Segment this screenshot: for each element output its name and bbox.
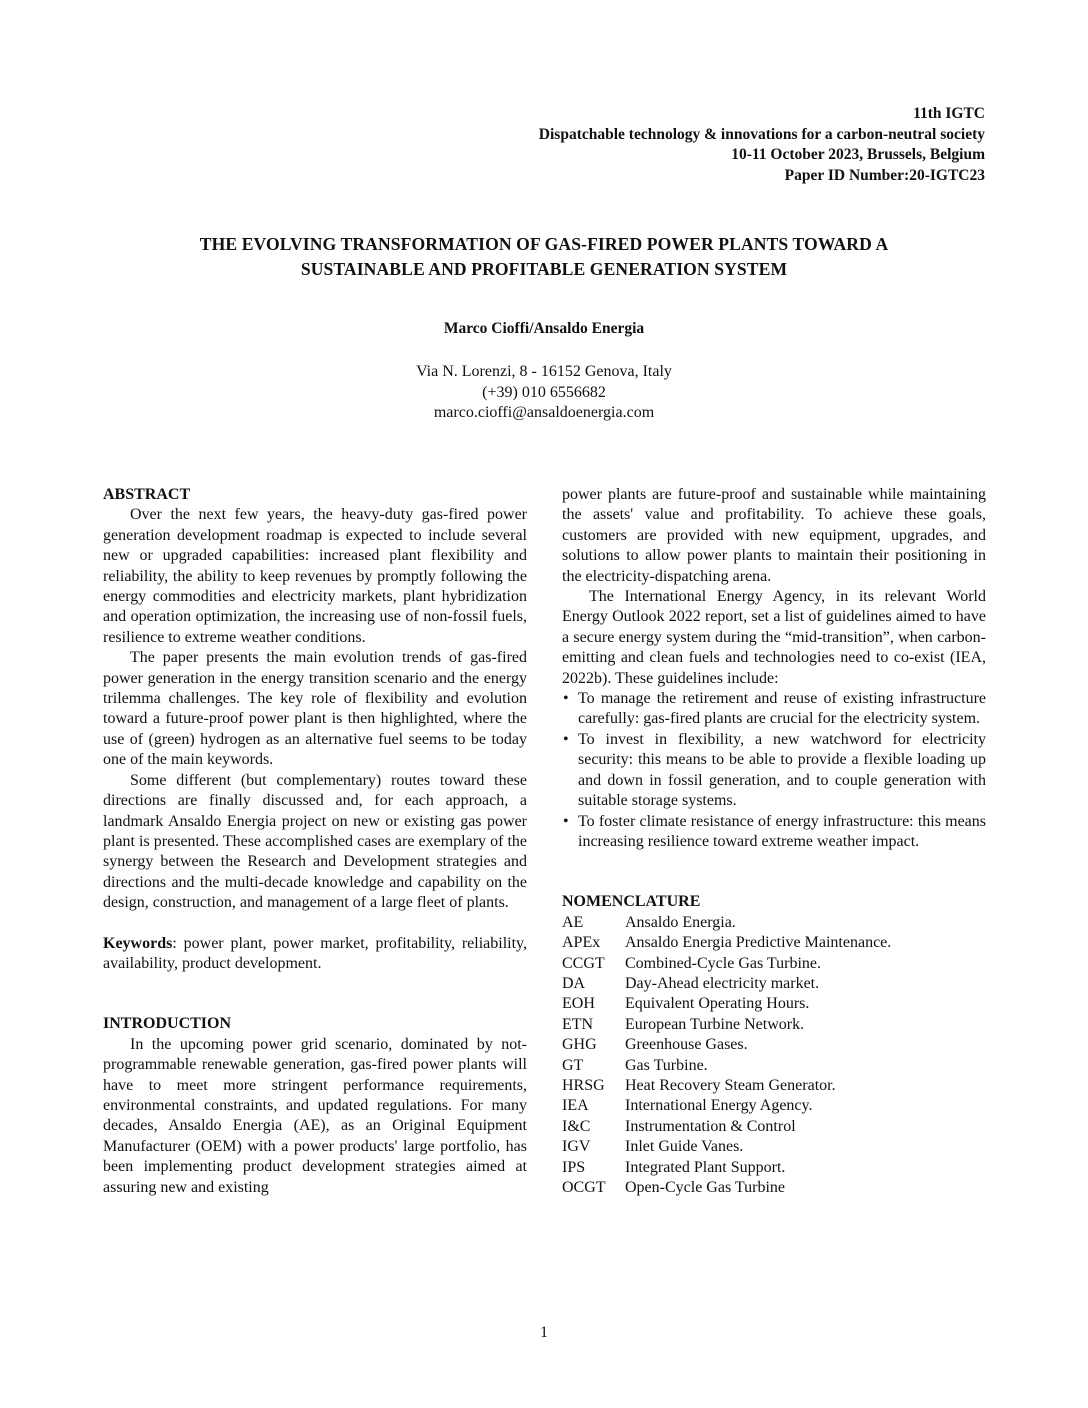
keywords-text: : power plant, power market, profitability, reliability, availability, product development. [103, 934, 527, 972]
paper-title [100, 232, 988, 281]
nomenclature-abbr: EOH [562, 995, 595, 1013]
nomenclature-abbr: IEA [562, 1097, 589, 1115]
conference-header [539, 104, 985, 186]
nomenclature-abbr: ETN [562, 1015, 594, 1033]
abstract-heading: ABSTRACT [103, 486, 191, 503]
nomenclature-desc: Heat Recovery Steam Generator. [625, 1076, 836, 1094]
address-phone: (+39) 010 6556682 [482, 383, 606, 401]
nomenclature-table [562, 913, 891, 1199]
keywords-label: Keywords [103, 934, 173, 952]
nomenclature-abbr: CCGT [562, 954, 605, 972]
address-email: marco.cioffi@ansaldoenergia.com [433, 404, 655, 421]
nomenclature-abbr: GHG [562, 1036, 597, 1054]
right-column [562, 485, 986, 1198]
nomenclature-abbr: IGV [562, 1138, 591, 1156]
table-row [562, 1158, 891, 1178]
list-item: • To foster climate resistance of energy infrastructure: this means increasing resilience toward extreme weather impact. [562, 812, 986, 853]
conference-date-location: 10-11 October 2023, Brussels, Belgium [731, 146, 985, 163]
table-row [562, 1076, 891, 1096]
nomenclature-desc: Integrated Plant Support. [625, 1158, 786, 1176]
conference-theme: Dispatchable technology & innovations for a carbon-neutral society [538, 125, 985, 143]
paper-title-line-1: THE EVOLVING TRANSFORMATION OF GAS-FIRED POWER PLANTS TOWARD A [199, 234, 889, 254]
table-row [562, 1015, 891, 1035]
author-name: Marco Cioffi/Ansaldo Energia [443, 320, 645, 337]
address-street: Via N. Lorenzi, 8 - 16152 Genova, Italy [416, 363, 672, 380]
keywords [103, 934, 527, 975]
nomenclature-desc: Gas Turbine. [625, 1056, 708, 1074]
table-row [562, 1137, 891, 1157]
introduction-paragraph-2: The International Energy Agency, in its relevant World Energy Outlook 2022 report, set a list of guidelines aimed to have a secure energy system during the “mid-transition”, when carbon-emitting and clean fuels and technologies need to co-exist (IEA, 2022b). These guidelines include: [562, 588, 986, 687]
nomenclature-abbr: APEx [562, 934, 601, 952]
abstract-paragraph-3: Some different (but complementary) routes toward these directions are finally discussed and, for each approach, a landmark Ansaldo Energia project on new or existing gas power plant is presented. These accomplished cases are exemplary of the synergy between the Research and Development strategies and directions and the multi-decade knowledge and capability on the design, construction, and management of a large fleet of plants. [103, 771, 527, 912]
nomenclature-desc: Combined-Cycle Gas Turbine. [625, 954, 821, 972]
table-row [562, 1117, 891, 1137]
table-row [562, 913, 891, 933]
nomenclature-abbr: HRSG [562, 1076, 605, 1094]
nomenclature-abbr: DA [562, 974, 586, 992]
page-number: 1 [540, 1324, 548, 1341]
nomenclature-desc: Inlet Guide Vanes. [625, 1138, 744, 1156]
nomenclature-abbr: I&C [562, 1117, 591, 1135]
table-row [562, 933, 891, 953]
paper-title-line-2: SUSTAINABLE AND PROFITABLE GENERATION SYSTEM [300, 258, 788, 279]
introduction-paragraph-continued: power plants are future-proof and sustainable while maintaining the assets' value and profitability. To achieve these goals, customers are provided with new equipment, upgrades, and solutions to allow power plants to maintain their positioning in the electricity-dispatching arena. [562, 486, 986, 585]
introduction-heading: INTRODUCTION [103, 1015, 232, 1033]
nomenclature-desc: International Energy Agency. [625, 1097, 813, 1115]
table-row [562, 1178, 891, 1198]
table-row [562, 974, 891, 994]
table-row [562, 1035, 891, 1055]
list-item: • To invest in flexibility, a new watchword for electricity security: this means to be able to provide a flexible loading up and down in fossil generation, and to couple generation with suitable storage systems. [562, 730, 986, 812]
author-address [100, 362, 988, 424]
nomenclature-desc: Ansaldo Energia Predictive Maintenance. [625, 934, 892, 952]
list-item: • To manage the retirement and reuse of existing infrastructure carefully: gas-fired plants are crucial for the electricity system. [562, 689, 986, 730]
nomenclature-abbr: AE [562, 913, 584, 931]
table-row [562, 994, 891, 1014]
nomenclature-desc: European Turbine Network. [625, 1015, 805, 1033]
paper-id: Paper ID Number:20-IGTC23 [784, 166, 985, 184]
guidelines-list [562, 689, 986, 852]
nomenclature-abbr: OCGT [562, 1179, 606, 1196]
nomenclature-desc: Instrumentation & Control [625, 1117, 796, 1135]
nomenclature-desc: Open-Cycle Gas Turbine [625, 1179, 785, 1196]
introduction-paragraph-1: In the upcoming power grid scenario, dominated by not-programmable renewable generation, gas-fired power plants will have to meet more stringent performance requirements, environmental constraints, and updated regulations. For many decades, Ansaldo Energia (AE), as an Original Equipment Manufacturer (OEM) with a power products' large portfolio, has been implementing product development strategies aimed at assuring new and existing [103, 1035, 527, 1196]
nomenclature-abbr: IPS [562, 1158, 586, 1176]
nomenclature-abbr: GT [562, 1056, 584, 1074]
table-row [562, 954, 891, 974]
left-column [103, 485, 527, 1198]
nomenclature-heading: NOMENCLATURE [562, 893, 701, 911]
nomenclature-desc: Equivalent Operating Hours. [625, 995, 810, 1013]
abstract-paragraph-1: Over the next few years, the heavy-duty gas-fired power generation development roadmap is expected to include several new or upgraded capabilities: increased plant flexibility and reliability, the ability to keep revenues by promptly following the energy commodities and electricity markets, plant hybridization and operation optimization, the increasing use of non-fossil fuels, resilience to extreme weather conditions. [103, 506, 527, 646]
conference-name: 11th IGTC [913, 105, 985, 122]
abstract-paragraph-2: The paper presents the main evolution trends of gas-fired power generation in the energy transition scenario and the energy trilemma challenges. The key role of flexibility and evolution toward a future-proof power plant is then highlighted, where the use of (green) hydrogen as an alternative fuel seems to be today one of the main keywords. [103, 649, 527, 769]
table-row [562, 1096, 891, 1116]
nomenclature-desc: Greenhouse Gases. [625, 1036, 748, 1054]
table-row [562, 1056, 891, 1076]
nomenclature-desc: Ansaldo Energia. [625, 913, 736, 931]
nomenclature-desc: Day-Ahead electricity market. [625, 974, 820, 992]
